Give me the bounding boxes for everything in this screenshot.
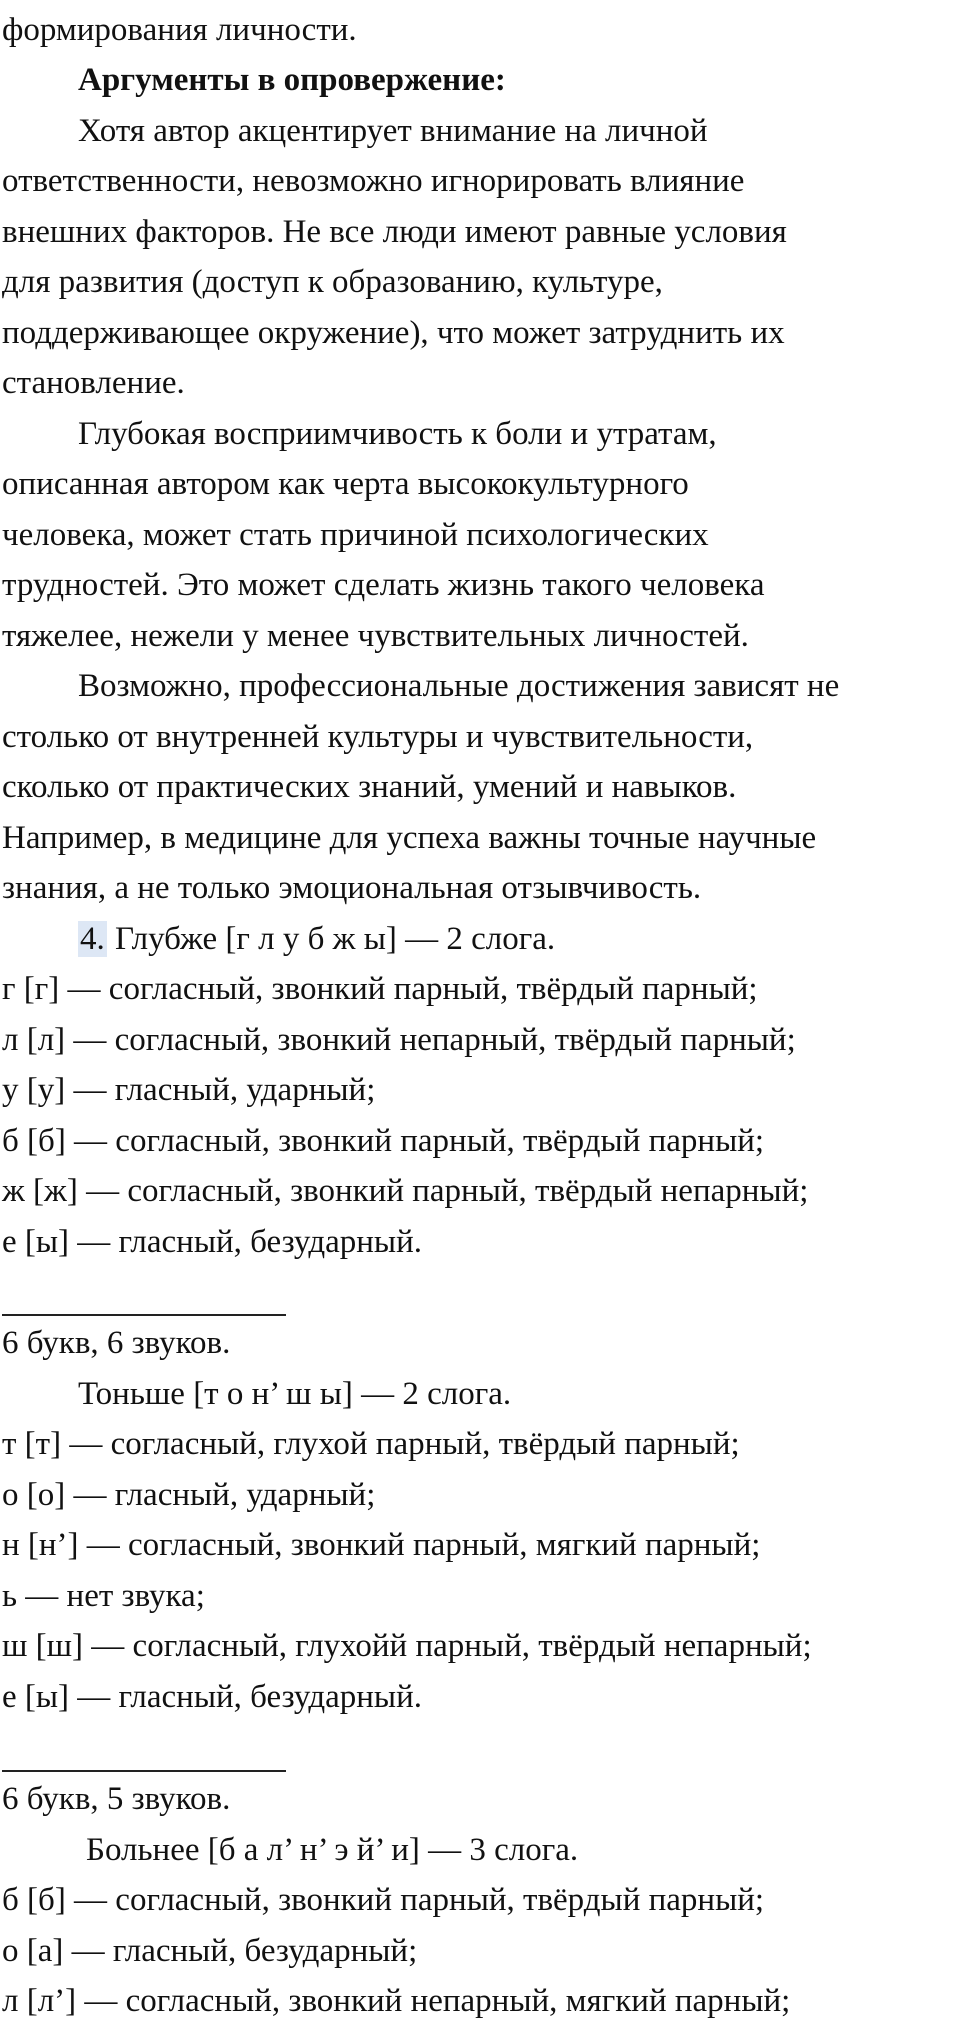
sound-line: е [ы] — гласный, безударный.	[2, 1679, 423, 1715]
sound-line: о [а] — гласный, безударный;	[2, 1933, 418, 1969]
sound-line: л [л] — согласный, звонкий непарный, твёрдый парный;	[2, 1022, 796, 1058]
sound-line: г [г] — согласный, звонкий парный, твёрдый парный;	[2, 971, 758, 1007]
word-transcription: Тоньше [т о н’ ш ы] — 2 слога.	[78, 1376, 512, 1412]
text-line: Возможно, профессиональные достижения зависят не	[78, 668, 840, 704]
text-line: для развития (доступ к образованию, культуре,	[2, 264, 663, 300]
text-line: сколько от практических знаний, умений и навыков.	[2, 769, 737, 805]
text-line: тяжелее, нежели у менее чувствительных личностей.	[2, 618, 749, 654]
text-line: трудностей. Это может сделать жизнь такого человека	[2, 567, 765, 603]
text-line: поддерживающее окружение), что может затруднить их	[2, 315, 785, 351]
sound-line: б [б] — согласный, звонкий парный, твёрдый парный;	[2, 1882, 765, 1918]
word-transcription: Глубже [г л у б ж ы] — 2 слога.	[106, 921, 556, 957]
text-line: становление.	[2, 365, 185, 401]
sound-line: т [т] — согласный, глухой парный, твёрдый парный;	[2, 1426, 740, 1462]
summary-line: 6 букв, 5 звуков.	[2, 1781, 231, 1817]
sound-line: н [н’] — согласный, звонкий парный, мягкий парный;	[2, 1527, 761, 1563]
phonetic-item-heading	[78, 914, 555, 964]
word-transcription: Больнее [б а л’ н’ э й’ и] — 3 слога.	[86, 1832, 579, 1868]
sound-line: у [у] — гласный, ударный;	[2, 1072, 376, 1108]
sound-line: б [б] — согласный, звонкий парный, твёрдый парный;	[2, 1123, 765, 1159]
divider-rule	[2, 1314, 286, 1316]
section-heading: Аргументы в опровержение:	[78, 62, 506, 98]
text-line: Хотя автор акцентирует внимание на личной	[78, 113, 708, 149]
text-line: описанная автором как черта высококультурного	[2, 466, 689, 502]
summary-line: 6 букв, 6 звуков.	[2, 1325, 231, 1361]
divider-rule	[2, 1770, 286, 1772]
sound-line: е [ы] — гласный, безударный.	[2, 1224, 423, 1260]
sound-line: ш [ш] — согласный, глухойй парный, твёрдый непарный;	[2, 1628, 812, 1664]
text-line: знания, а не только эмоциональная отзывчивость.	[2, 870, 702, 906]
sound-line: о [о] — гласный, ударный;	[2, 1477, 376, 1513]
text-line: ответственности, невозможно игнорировать влияние	[2, 163, 745, 199]
text-line: человека, может стать причиной психологических	[2, 517, 709, 553]
sound-line: ж [ж] — согласный, звонкий парный, твёрдый непарный;	[2, 1173, 809, 1209]
sound-line: л [л’] — согласный, звонкий непарный, мягкий парный;	[2, 1983, 791, 2019]
text-line: Например, в медицине для успеха важны точные научные	[2, 820, 817, 856]
text-line: Глубокая восприимчивость к боли и утратам,	[78, 416, 717, 452]
text-line: столько от внутренней культуры и чувствительности,	[2, 719, 754, 755]
item-number: 4.	[80, 921, 105, 957]
sound-line: ь — нет звука;	[2, 1578, 205, 1614]
text-line: внешних факторов. Не все люди имеют равные условия	[2, 214, 787, 250]
text-line: формирования личности.	[2, 12, 357, 48]
